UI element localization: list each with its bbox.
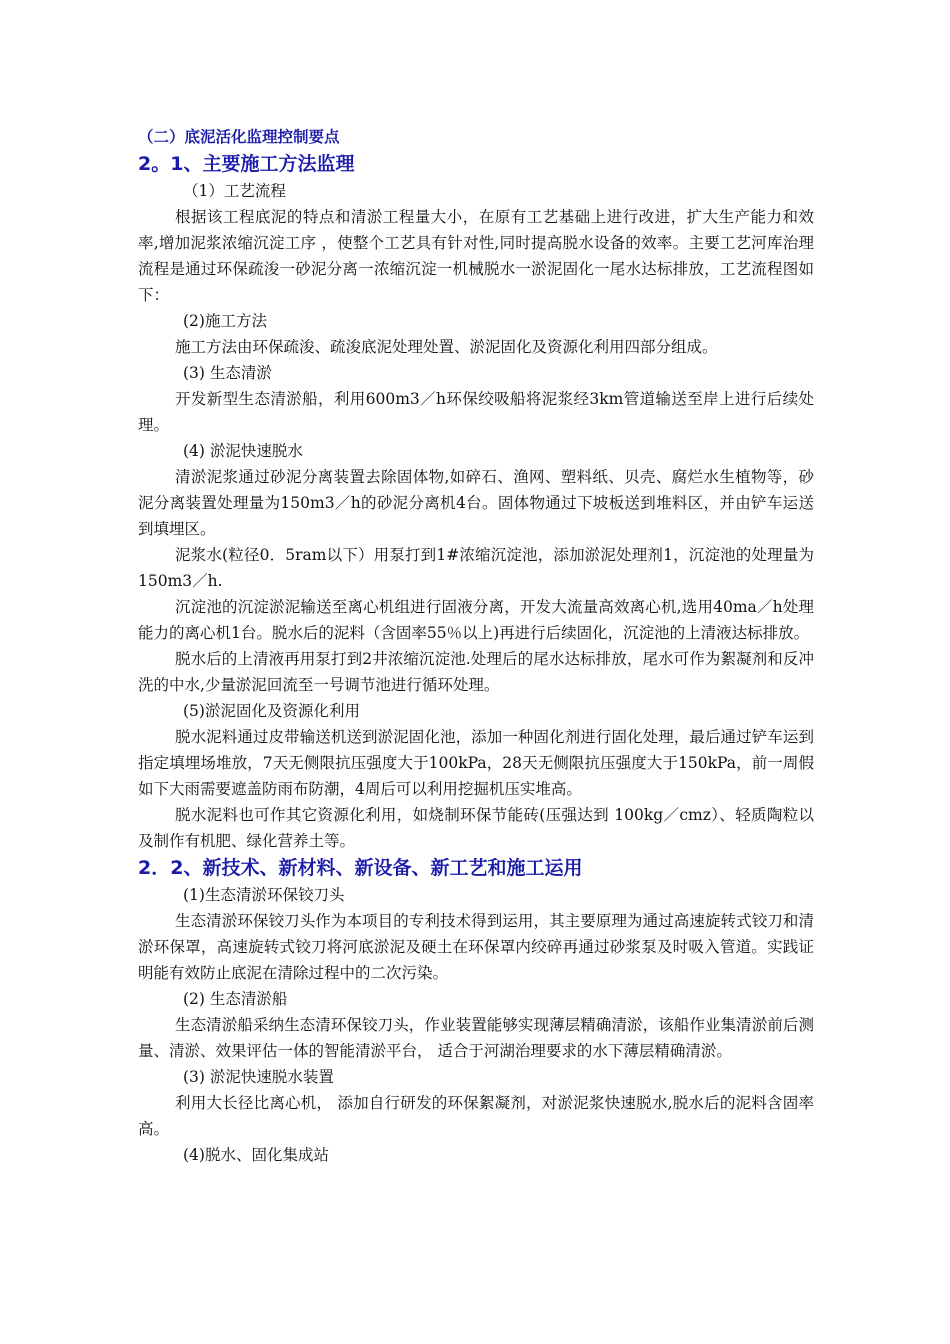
paragraph: 利用大长径比离心机， 添加自行研发的环保絮凝剂，对淤泥浆快速脱水,脱水后的泥料含固率高。	[138, 1094, 814, 1138]
paragraph: 脱水后的上清液再用泵打到2井浓缩沉淀池.处理后的尾水达标排放，尾水可作为絮凝剂和反冲洗的中水,少量淤泥回流至一号调节池进行循环处理。	[138, 650, 814, 694]
sub-rapid-dewatering: (4) 淤泥快速脱水	[183, 442, 303, 460]
sub-process-flow: （1）工艺流程	[183, 182, 286, 200]
paragraph: 开发新型生态清淤船，利用600m3／h环保绞吸船将泥浆经3km管道输送至岸上进行后续处理。	[138, 390, 814, 434]
sub-dewatering-device: (3) 淤泥快速脱水装置	[183, 1068, 334, 1086]
sub-cutter-head: (1)生态清淤环保铰刀头	[183, 886, 345, 904]
paragraph: 生态清淤船采纳生态清环保铰刀头，作业装置能够实现薄层精确清淤，该船作业集清淤前后测量、清淤、效果评估一体的智能清淤平台， 适合于河湖治理要求的水下薄层精确清淤。	[138, 1016, 814, 1060]
sub-eco-dredging: (3) 生态清淤	[183, 364, 272, 382]
section-title: （二）底泥活化监理控制要点	[138, 128, 340, 146]
paragraph: 脱水泥料也可作其它资源化利用，如烧制环保节能砖(压强达到 100kg／cmz）、轻质陶粒以及制作有机肥、绿化营养土等。	[138, 806, 814, 850]
sub-construction-method: (2)施工方法	[183, 312, 267, 330]
paragraph: 根据该工程底泥的特点和清淤工程量大小，在原有工艺基础上进行改进，扩大生产能力和效率,增加泥浆浓缩沉淀工序 ，使整个工艺具有针对性,同时提高脱水设备的效率。主要工艺河库治理流程是通过环保疏浚一砂泥分离一浓缩沉淀一机械脱水一淤泥固化一尾水达标排放，工艺流程图如下：	[138, 208, 814, 304]
sub-dredging-ship: (2) 生态清淤船	[183, 990, 288, 1008]
paragraph: 泥浆水(粒径0．5ram以下）用泵打到1#浓缩沉淀池，添加淤泥处理剂1，沉淀池的处理量为150m3／h.	[138, 546, 814, 590]
paragraph: 清淤泥浆通过砂泥分离装置去除固体物,如碎石、渔网、塑料纸、贝壳、腐烂水生植物等，砂泥分离装置处理量为150m3／h的砂泥分离机4台。固体物通过下坡板送到堆料区，并由铲车运送到填埋区。	[138, 468, 814, 538]
paragraph: 生态清淤环保铰刀头作为本项目的专利技术得到运用，其主要原理为通过高速旋转式铰刀和清淤环保罩，高速旋转式铰刀将河底淤泥及硬土在环保罩内绞碎再通过砂浆泵及时吸入管道。实践证明能有效防止底泥在清除过程中的二次污染。	[138, 912, 814, 982]
paragraph: 施工方法由环保疏浚、疏浚底泥处理处置、淤泥固化及资源化利用四部分组成。	[175, 338, 718, 356]
sub-integration-station: (4)脱水、固化集成站	[183, 1146, 329, 1164]
paragraph: 沉淀池的沉淀淤泥输送至离心机组进行固液分离，开发大流量高效离心机,选用40ma／h处理能力的离心机1台。脱水后的泥料（含固率55％以上)再进行后续固化，沉淀池的上清液达标排放。	[138, 598, 814, 642]
document-page	[138, 124, 814, 1168]
heading-2-2: 2．2、新技术、新材料、新设备、新工艺和施工运用	[138, 857, 583, 879]
heading-2-1: 2。1、主要施工方法监理	[138, 153, 355, 175]
sub-solidification: (5)淤泥固化及资源化利用	[183, 702, 360, 720]
paragraph: 脱水泥料通过皮带输送机送到淤泥固化池，添加一种固化剂进行固化处理，最后通过铲车运到指定填埋场堆放，7天无侧限抗压强度大于100kPa，28天无侧限抗压强度大于150kPa，前一周假如下大雨需要遮盖防雨布防潮，4周后可以利用挖掘机压实堆高。	[138, 728, 814, 798]
